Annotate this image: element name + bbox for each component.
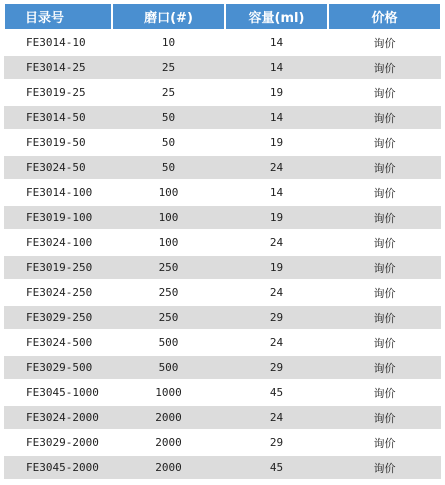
joint-cell: 250 bbox=[112, 280, 225, 305]
capacity-cell: 14 bbox=[225, 180, 328, 205]
table-row bbox=[4, 80, 441, 105]
catalog-no-cell: FE3045-1000 bbox=[4, 380, 112, 405]
capacity-cell: 14 bbox=[225, 30, 328, 55]
catalog-no-cell: FE3014-50 bbox=[4, 105, 112, 130]
table-row bbox=[4, 180, 441, 205]
catalog-no-cell: FE3024-100 bbox=[4, 230, 112, 255]
catalog-no-cell: FE3014-25 bbox=[4, 55, 112, 80]
joint-cell: 100 bbox=[112, 180, 225, 205]
product-table bbox=[4, 3, 441, 480]
capacity-cell: 29 bbox=[225, 355, 328, 380]
capacity-cell: 24 bbox=[225, 230, 328, 255]
table-row bbox=[4, 380, 441, 405]
joint-cell: 50 bbox=[112, 130, 225, 155]
capacity-cell: 29 bbox=[225, 305, 328, 330]
price-cell: 询价 bbox=[328, 405, 441, 430]
capacity-cell: 45 bbox=[225, 380, 328, 405]
header-catalog-no: 目录号 bbox=[4, 3, 112, 30]
price-cell: 询价 bbox=[328, 205, 441, 230]
capacity-cell: 24 bbox=[225, 155, 328, 180]
price-cell: 询价 bbox=[328, 255, 441, 280]
joint-cell: 2000 bbox=[112, 405, 225, 430]
header-price: 价格 bbox=[328, 3, 441, 30]
capacity-cell: 19 bbox=[225, 130, 328, 155]
joint-cell: 2000 bbox=[112, 430, 225, 455]
capacity-cell: 45 bbox=[225, 455, 328, 480]
capacity-cell: 24 bbox=[225, 405, 328, 430]
price-cell: 询价 bbox=[328, 55, 441, 80]
catalog-no-cell: FE3019-100 bbox=[4, 205, 112, 230]
table-row bbox=[4, 405, 441, 430]
table-row bbox=[4, 230, 441, 255]
capacity-cell: 19 bbox=[225, 205, 328, 230]
table-row bbox=[4, 355, 441, 380]
catalog-no-cell: FE3024-50 bbox=[4, 155, 112, 180]
price-cell: 询价 bbox=[328, 355, 441, 380]
price-cell: 询价 bbox=[328, 305, 441, 330]
table-row bbox=[4, 455, 441, 480]
price-cell: 询价 bbox=[328, 180, 441, 205]
table-row bbox=[4, 30, 441, 55]
table-row bbox=[4, 55, 441, 80]
table-row bbox=[4, 155, 441, 180]
catalog-no-cell: FE3029-500 bbox=[4, 355, 112, 380]
table-row bbox=[4, 330, 441, 355]
header-capacity: 容量(ml) bbox=[225, 3, 328, 30]
capacity-cell: 14 bbox=[225, 55, 328, 80]
joint-cell: 50 bbox=[112, 105, 225, 130]
joint-cell: 50 bbox=[112, 155, 225, 180]
joint-cell: 2000 bbox=[112, 455, 225, 480]
catalog-no-cell: FE3019-50 bbox=[4, 130, 112, 155]
table-row bbox=[4, 205, 441, 230]
table-row bbox=[4, 305, 441, 330]
table-row bbox=[4, 130, 441, 155]
table-row bbox=[4, 280, 441, 305]
price-cell: 询价 bbox=[328, 330, 441, 355]
product-table-container bbox=[4, 3, 441, 480]
table-body bbox=[4, 30, 441, 480]
catalog-no-cell: FE3029-250 bbox=[4, 305, 112, 330]
price-cell: 询价 bbox=[328, 455, 441, 480]
joint-cell: 250 bbox=[112, 255, 225, 280]
capacity-cell: 14 bbox=[225, 105, 328, 130]
price-cell: 询价 bbox=[328, 155, 441, 180]
table-row bbox=[4, 255, 441, 280]
table-header bbox=[4, 3, 441, 30]
capacity-cell: 24 bbox=[225, 330, 328, 355]
joint-cell: 25 bbox=[112, 80, 225, 105]
catalog-no-cell: FE3024-250 bbox=[4, 280, 112, 305]
catalog-no-cell: FE3045-2000 bbox=[4, 455, 112, 480]
price-cell: 询价 bbox=[328, 280, 441, 305]
capacity-cell: 19 bbox=[225, 80, 328, 105]
joint-cell: 100 bbox=[112, 230, 225, 255]
price-cell: 询价 bbox=[328, 30, 441, 55]
joint-cell: 500 bbox=[112, 355, 225, 380]
catalog-no-cell: FE3029-2000 bbox=[4, 430, 112, 455]
joint-cell: 25 bbox=[112, 55, 225, 80]
joint-cell: 1000 bbox=[112, 380, 225, 405]
catalog-no-cell: FE3019-250 bbox=[4, 255, 112, 280]
joint-cell: 500 bbox=[112, 330, 225, 355]
table-row bbox=[4, 430, 441, 455]
capacity-cell: 19 bbox=[225, 255, 328, 280]
price-cell: 询价 bbox=[328, 80, 441, 105]
catalog-no-cell: FE3024-500 bbox=[4, 330, 112, 355]
header-row bbox=[4, 3, 441, 30]
joint-cell: 250 bbox=[112, 305, 225, 330]
joint-cell: 100 bbox=[112, 205, 225, 230]
price-cell: 询价 bbox=[328, 105, 441, 130]
header-joint: 磨口(#) bbox=[112, 3, 225, 30]
capacity-cell: 29 bbox=[225, 430, 328, 455]
joint-cell: 10 bbox=[112, 30, 225, 55]
catalog-no-cell: FE3014-100 bbox=[4, 180, 112, 205]
price-cell: 询价 bbox=[328, 130, 441, 155]
price-cell: 询价 bbox=[328, 430, 441, 455]
catalog-no-cell: FE3024-2000 bbox=[4, 405, 112, 430]
capacity-cell: 24 bbox=[225, 280, 328, 305]
catalog-no-cell: FE3019-25 bbox=[4, 80, 112, 105]
catalog-no-cell: FE3014-10 bbox=[4, 30, 112, 55]
table-row bbox=[4, 105, 441, 130]
price-cell: 询价 bbox=[328, 380, 441, 405]
price-cell: 询价 bbox=[328, 230, 441, 255]
